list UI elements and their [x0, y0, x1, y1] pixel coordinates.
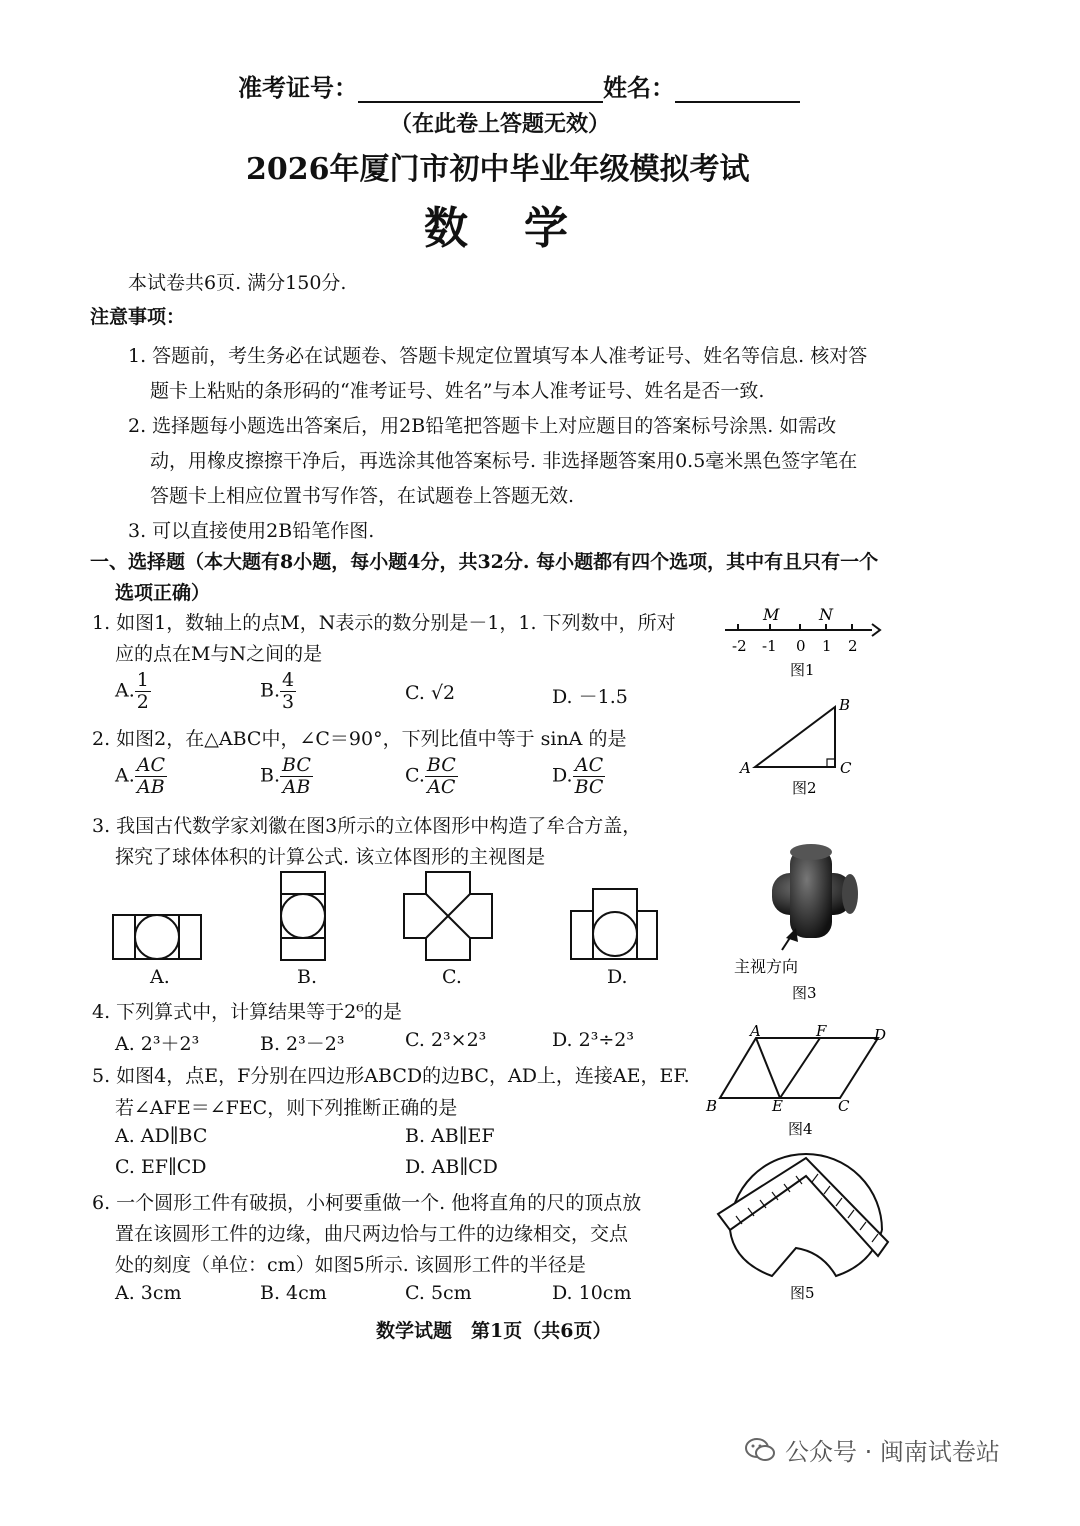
q6-line3: 处的刻度（单位：cm）如图5所示. 该圆形工件的半径是: [115, 1254, 586, 1276]
q1-option-b[interactable]: B. $\frac{4}{3}$: [260, 669, 295, 713]
subject-title: 数 学: [424, 203, 574, 254]
q3-option-a-label[interactable]: A.: [150, 966, 170, 988]
vertex-e-label: E: [772, 1097, 783, 1115]
vertex-c-label: C: [838, 1097, 850, 1115]
q4-option-b[interactable]: B. 2³－2³: [260, 1033, 345, 1055]
invalid-notice: （在此卷上答题无效）: [390, 111, 611, 137]
figure-label: 图4: [788, 1120, 813, 1138]
vertex-a-label: A: [750, 1022, 761, 1040]
q1-line2: 应的点在M与N之间的是: [115, 643, 323, 665]
q4-option-c[interactable]: C. 2³×2³: [405, 1029, 487, 1051]
q1-option-a[interactable]: A. $\frac{1}{2}$: [115, 669, 149, 713]
exam-id-blank[interactable]: [358, 101, 603, 103]
figure-label: 图2: [792, 779, 817, 797]
tick-label: 1: [822, 637, 832, 655]
tick-label: 0: [796, 637, 806, 655]
wechat-icon: [745, 1437, 775, 1463]
tick-label: -1: [762, 637, 777, 655]
q5-option-c[interactable]: C. EF∥CD: [115, 1156, 207, 1178]
note-line-1: 1. 答题前，考生务必在试题卷、答题卡规定位置填写本人准考证号、姓名等信息. 核对答: [128, 345, 868, 367]
q3-option-a-drawing[interactable]: [105, 905, 205, 965]
section1-line2: 选项正确）: [115, 582, 211, 604]
q4-option-d[interactable]: D. 2³÷2³: [552, 1029, 634, 1051]
point-n-label: N: [819, 605, 833, 624]
q6-option-d[interactable]: D. 10cm: [552, 1282, 632, 1304]
q5-line1: 5. 如图4，点E，F分别在四边形ABCD的边BC，AD上，连接AE，EF.: [92, 1065, 690, 1087]
note-line-5: 答题卡上相应位置书写作答，在试题卷上答题无效.: [150, 485, 575, 507]
note-line-6: 3. 可以直接使用2B铅笔作图.: [128, 520, 375, 542]
figure-4-quadrilateral: [700, 1022, 895, 1140]
q5-line2: 若∠AFE＝∠FEC，则下列推断正确的是: [115, 1097, 458, 1119]
q3-option-c-label[interactable]: C.: [442, 966, 462, 988]
q2-option-b[interactable]: B. $\frac{BC}{AB}$: [260, 754, 311, 798]
figure-5-broken-circle: [712, 1152, 892, 1310]
exam-id-label: 准考证号：: [238, 73, 358, 102]
q4-option-a[interactable]: A. 2³＋2³: [115, 1033, 200, 1055]
q5-option-b[interactable]: B. AB∥EF: [405, 1125, 495, 1147]
q6-option-a[interactable]: A. 3cm: [115, 1282, 182, 1304]
q1-option-c[interactable]: C. √2: [405, 682, 456, 704]
note-line-3: 2. 选择题每小题选出答案后，用2B铅笔把答题卡上对应题目的答案标号涂黑. 如需改: [128, 415, 837, 437]
q6-line1: 6. 一个圆形工件有破损，小柯要重做一个. 他将直角的尺的顶点放: [92, 1192, 642, 1214]
q3-line1: 3. 我国古代数学家刘徽在图3所示的立体图形中构造了牟合方盖，: [92, 815, 642, 837]
view-direction-caption: 主视方向: [734, 957, 799, 976]
q1-line1: 1. 如图1，数轴上的点M，N表示的数分别是－1，1. 下列数中，所对: [92, 612, 676, 634]
figure-2-triangle: [735, 692, 865, 802]
q6-option-b[interactable]: B. 4cm: [260, 1282, 327, 1304]
q5-option-d[interactable]: D. AB∥CD: [405, 1156, 498, 1178]
intro-text: 本试卷共6页. 满分150分.: [128, 272, 347, 294]
exam-title: 2026年厦门市初中毕业年级模拟考试: [246, 152, 750, 187]
figure-label: 图5: [790, 1284, 815, 1302]
q3-option-c-drawing[interactable]: [400, 868, 496, 964]
q3-option-b-drawing[interactable]: [275, 868, 335, 964]
vertex-a-label: A: [740, 759, 751, 777]
q1-option-d[interactable]: D. －1.5: [552, 686, 628, 708]
exam-id-row: [238, 68, 800, 103]
name-label: 姓名：: [603, 73, 675, 102]
q6-line2: 置在该圆形工件的边缘，曲尺两边恰与工件的边缘相交，交点: [115, 1223, 629, 1245]
figure-label: 图3: [792, 984, 817, 1002]
figure-3-solid: [730, 838, 870, 1008]
q2-option-d[interactable]: D. $\frac{AC}{BC}$: [552, 754, 604, 798]
vertex-b-label: B: [839, 696, 851, 714]
vertex-f-label: F: [816, 1022, 827, 1040]
q4-line: 4. 下列算式中，计算结果等于2⁶的是: [92, 1001, 402, 1023]
tick-label: -2: [732, 637, 747, 655]
q3-option-d-label[interactable]: D.: [607, 966, 628, 988]
vertex-c-label: C: [840, 759, 852, 777]
q5-option-a[interactable]: A. AD∥BC: [115, 1125, 208, 1147]
q2-line: 2. 如图2，在△ABC中，∠C＝90°，下列比值中等于 sinA 的是: [92, 728, 627, 750]
point-m-label: M: [763, 605, 780, 624]
note-line-4: 动，用橡皮擦擦干净后，再选涂其他答案标号. 非选择题答案用0.5毫米黑色签字笔在: [150, 450, 858, 472]
section1-line1: 一、选择题（本大题有8小题，每小题4分，共32分. 每小题都有四个选项，其中有且只有一个: [90, 551, 879, 573]
vertex-d-label: D: [874, 1026, 887, 1044]
figure-1-number-line: [720, 600, 890, 680]
note-line-2: 题卡上粘贴的条形码的“准考证号、姓名”与本人准考证号、姓名是否一致.: [150, 380, 765, 402]
q2-option-a[interactable]: A. $\frac{AC}{AB}$: [115, 754, 166, 798]
notes-heading: 注意事项：: [90, 306, 186, 328]
figure-label: 图1: [790, 661, 815, 679]
tick-label: 2: [848, 637, 858, 655]
watermark-text: 公众号 · 闽南试卷站: [785, 1438, 1000, 1466]
wechat-watermark: [745, 1432, 1000, 1467]
page-footer: 数学试题 第1页（共6页）: [376, 1320, 612, 1342]
q3-option-b-label[interactable]: B.: [297, 966, 318, 988]
vertex-b-label: B: [706, 1097, 718, 1115]
q3-line2: 探究了球体体积的计算公式. 该立体图形的主视图是: [115, 846, 546, 868]
q3-option-d-drawing[interactable]: [565, 885, 665, 965]
q6-option-c[interactable]: C. 5cm: [405, 1282, 472, 1304]
q2-option-c[interactable]: C. $\frac{BC}{AC}$: [405, 754, 456, 798]
name-blank[interactable]: [675, 101, 800, 103]
